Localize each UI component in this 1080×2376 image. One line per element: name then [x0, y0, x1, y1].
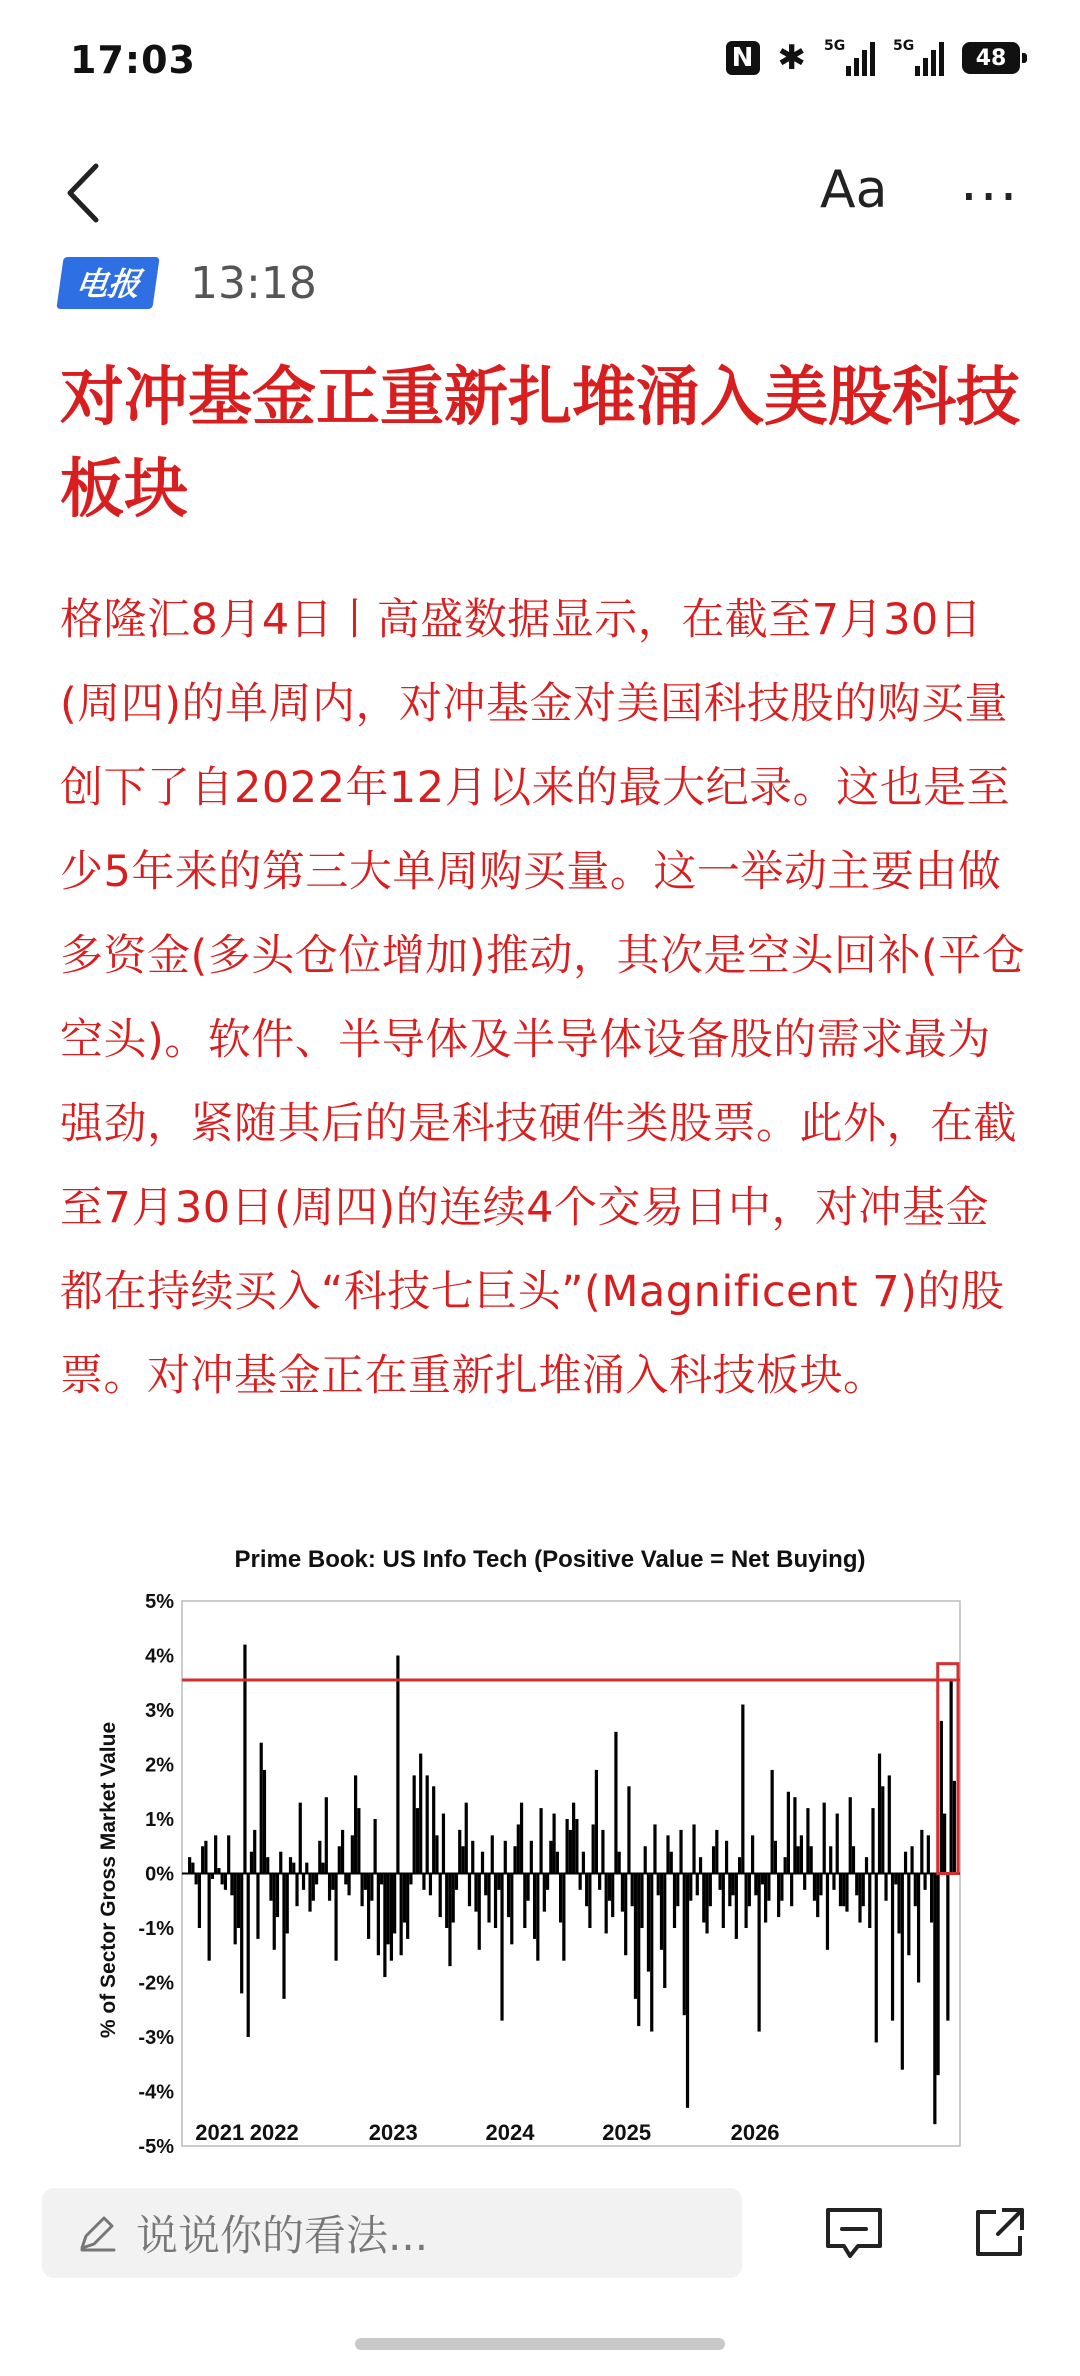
bar — [364, 1874, 367, 1890]
bar — [823, 1803, 826, 1874]
back-arrow-icon[interactable] — [56, 158, 116, 228]
bar — [513, 1846, 516, 1873]
bar — [738, 1857, 741, 1873]
bar — [777, 1874, 780, 1918]
bar — [429, 1874, 432, 1896]
signal-icon-2: 5G — [893, 40, 944, 76]
bar — [914, 1874, 917, 1907]
bar — [712, 1846, 715, 1873]
bar — [419, 1754, 422, 1874]
bar — [891, 1874, 894, 2021]
bar — [810, 1846, 813, 1873]
article-title: 对冲基金正重新扎堆涌入美股科技板块 — [60, 361, 1020, 527]
bar — [413, 1775, 416, 1873]
bar — [536, 1874, 539, 1961]
bar — [494, 1874, 497, 1929]
bar — [588, 1874, 591, 1929]
bar — [468, 1874, 471, 1907]
article-body: 格隆汇8月4日丨高盛数据显示，在截至7月30日(周四)的单周内，对冲基金对美国科技股的购买量创下了自2022年12月以来的最大纪录。这也是至少5年来的第三大单周购买量。这一举动主要由做多资金(多头仓位增加)推动，其次是空头回补(平仓空头)。软件、半导体及半导体设备股的需求最为强劲，紧随其后的是科技硬件类股票。此外，在截至7月30日(周四)的连续4个交易日中，对冲基金都在持续买入“科技七巨头”(Magnificent 7)的股票。对冲基金正在重新扎堆涌入科技板块。 — [60, 595, 1026, 1401]
bar — [754, 1874, 757, 1896]
bar — [383, 1874, 386, 1978]
bar — [940, 1721, 943, 1874]
bar — [679, 1830, 682, 1874]
bar — [797, 1846, 800, 1873]
y-tick-label: 4% — [145, 1645, 174, 1668]
bar — [771, 1770, 774, 1874]
bar — [374, 1819, 377, 1874]
bar — [579, 1874, 582, 1890]
bar — [800, 1835, 803, 1873]
bar — [455, 1874, 458, 1890]
bar — [500, 1874, 503, 2021]
bar — [937, 1874, 940, 2076]
signal-icon: 5G — [824, 40, 875, 76]
y-tick-label: 5% — [145, 1591, 174, 1613]
bar — [530, 1841, 533, 1874]
bar — [871, 1808, 874, 1873]
bar — [826, 1874, 829, 1950]
bottom-bar — [0, 2180, 1080, 2310]
chart-bars — [182, 1645, 960, 2125]
bar — [439, 1874, 442, 1918]
bar — [191, 1863, 194, 1874]
bar — [631, 1874, 634, 1907]
bar — [308, 1874, 311, 1912]
bar — [881, 1786, 884, 1873]
bar — [497, 1874, 500, 1890]
bar — [286, 1874, 289, 1934]
bar — [875, 1874, 878, 2043]
bar — [621, 1874, 624, 1912]
bar — [302, 1874, 305, 1890]
bar — [907, 1874, 910, 1956]
bar — [894, 1874, 897, 1885]
bar — [448, 1874, 451, 1967]
bar — [256, 1874, 259, 1939]
bar — [195, 1874, 198, 1885]
bar — [409, 1874, 412, 1885]
bar — [562, 1874, 565, 1961]
font-size-button[interactable]: Aa — [820, 160, 888, 220]
bar — [474, 1874, 477, 1912]
bar — [253, 1830, 256, 1874]
bar — [546, 1874, 549, 1890]
bar — [917, 1874, 920, 1983]
bar — [868, 1874, 871, 1929]
bar — [367, 1874, 370, 1939]
bar — [836, 1814, 839, 1874]
bar — [299, 1803, 302, 1874]
y-tick-label: -3% — [138, 2027, 174, 2049]
bar — [601, 1830, 604, 1874]
bar — [878, 1754, 881, 1874]
bar — [839, 1874, 842, 1907]
bar — [526, 1874, 529, 1901]
comment-input[interactable] — [42, 2188, 742, 2278]
bar — [767, 1874, 770, 1901]
bar — [731, 1874, 734, 1896]
bar — [188, 1857, 191, 1873]
comment-icon[interactable] — [822, 2202, 886, 2266]
bar — [390, 1874, 393, 1961]
bar — [816, 1874, 819, 1918]
bar — [572, 1803, 575, 1874]
bar — [279, 1852, 282, 1874]
bar — [689, 1874, 692, 1901]
chart-y-ticks — [138, 1591, 174, 2158]
bar — [533, 1874, 536, 1939]
bar — [653, 1824, 656, 1873]
bar — [289, 1857, 292, 1873]
bar — [735, 1874, 738, 1939]
bar — [696, 1874, 699, 1896]
bar — [491, 1835, 494, 1873]
status-bar — [0, 0, 1080, 130]
bar — [930, 1874, 933, 1923]
bar — [380, 1874, 383, 1885]
bar — [901, 1874, 904, 2070]
bar — [507, 1874, 510, 1918]
y-tick-label: -2% — [138, 1972, 174, 1995]
bar — [592, 1824, 595, 1873]
bar — [943, 1814, 946, 1874]
bar — [240, 1874, 243, 1994]
bar — [328, 1874, 331, 1901]
more-icon[interactable]: ··· — [960, 165, 1020, 230]
bar — [676, 1874, 679, 1907]
bar — [566, 1819, 569, 1874]
bar — [845, 1874, 848, 1912]
y-tick-label: 1% — [145, 1809, 174, 1831]
share-icon[interactable] — [970, 2202, 1030, 2262]
bar — [461, 1846, 464, 1873]
bar — [510, 1874, 513, 1945]
bar — [585, 1874, 588, 1907]
bar — [611, 1874, 614, 1918]
bar — [849, 1797, 852, 1873]
bar — [331, 1874, 334, 1890]
bar — [927, 1835, 930, 1873]
bar — [487, 1874, 490, 1923]
bar — [334, 1874, 337, 1961]
bar — [445, 1874, 448, 1929]
home-indicator — [355, 2338, 725, 2350]
bar — [904, 1852, 907, 1874]
bar — [920, 1830, 923, 1874]
chart-x-ticks — [195, 2120, 779, 2145]
bar — [315, 1874, 318, 1885]
bar — [387, 1874, 390, 1945]
battery-icon: 48 — [962, 42, 1020, 74]
bar — [624, 1874, 627, 1956]
bar — [344, 1874, 347, 1885]
bar — [728, 1874, 731, 1907]
nfc-icon: N — [726, 41, 760, 75]
bar — [543, 1874, 546, 1912]
bar — [842, 1874, 845, 1907]
bar — [266, 1857, 269, 1873]
bar — [709, 1874, 712, 1907]
bar — [227, 1835, 230, 1873]
bar — [247, 1874, 250, 2038]
y-tick-label: -4% — [138, 2081, 174, 2104]
bar — [640, 1874, 643, 1929]
bar — [618, 1852, 621, 1874]
bar — [598, 1874, 601, 1890]
bar — [201, 1846, 204, 1873]
bar — [559, 1874, 562, 1923]
bar — [637, 1874, 640, 2027]
bar — [946, 1874, 949, 2021]
chart-title: Prime Book: US Info Tech (Positive Value = Net Buying) — [234, 1546, 866, 1573]
bar — [933, 1874, 936, 2125]
bar — [377, 1874, 380, 1956]
bar — [292, 1863, 295, 1874]
bar — [214, 1835, 217, 1873]
x-tick-label: 2021 — [195, 2120, 245, 2145]
net-buying-chart — [80, 1535, 980, 2175]
status-icons — [726, 40, 1021, 76]
bar — [295, 1874, 298, 1907]
bar — [370, 1874, 373, 1901]
bar — [748, 1874, 751, 1907]
bar — [361, 1874, 364, 1907]
bar — [666, 1835, 669, 1873]
bar — [686, 1874, 689, 2108]
bar — [282, 1874, 285, 1999]
bar — [204, 1841, 207, 1874]
bar — [312, 1874, 315, 1901]
y-tick-label: 3% — [145, 1700, 174, 1722]
x-tick-label: 2025 — [602, 2120, 652, 2145]
bar — [465, 1803, 468, 1874]
bar — [953, 1781, 956, 1874]
bar — [406, 1874, 409, 1939]
bar — [484, 1874, 487, 1896]
bar — [442, 1814, 445, 1874]
bar — [452, 1874, 455, 1923]
bar — [234, 1874, 237, 1945]
pen-icon — [74, 2210, 120, 2256]
bar — [784, 1857, 787, 1873]
bar — [595, 1770, 598, 1874]
bar — [416, 1808, 419, 1873]
bar — [556, 1852, 559, 1874]
bar — [793, 1797, 796, 1873]
bar — [852, 1846, 855, 1873]
bar — [435, 1835, 438, 1873]
bar — [260, 1743, 263, 1874]
bar — [663, 1874, 666, 1988]
bar — [338, 1846, 341, 1873]
bar — [426, 1775, 429, 1873]
bar — [764, 1874, 767, 1923]
bar — [341, 1830, 344, 1874]
bar — [865, 1857, 868, 1873]
bar — [539, 1808, 542, 1873]
bar — [318, 1841, 321, 1874]
bar — [351, 1835, 354, 1873]
bar — [237, 1874, 240, 1929]
bar — [758, 1874, 761, 2032]
bar — [478, 1874, 481, 1950]
bar — [774, 1841, 777, 1874]
bar — [722, 1874, 725, 1929]
bar — [263, 1770, 266, 1874]
bar — [705, 1874, 708, 1934]
bar — [673, 1874, 676, 1929]
bar — [221, 1874, 224, 1885]
bar — [627, 1786, 630, 1873]
bar — [605, 1874, 608, 1934]
bar — [400, 1874, 403, 1956]
bar — [950, 1680, 953, 1873]
bar — [357, 1808, 360, 1873]
bar — [354, 1775, 357, 1873]
bar — [422, 1874, 425, 1890]
bar — [858, 1874, 861, 1923]
bar — [790, 1874, 793, 1907]
bar — [657, 1874, 660, 1896]
bar — [224, 1874, 227, 1890]
bar — [660, 1874, 663, 1950]
bar — [702, 1874, 705, 1923]
bar — [269, 1874, 272, 1901]
telegraph-badge: 电报 — [56, 257, 159, 309]
bar — [855, 1874, 858, 1896]
bar — [481, 1852, 484, 1874]
x-tick-label: 2023 — [368, 2120, 418, 2145]
bar — [634, 1874, 637, 1999]
bar — [761, 1874, 764, 1885]
bar — [321, 1863, 324, 1874]
bar — [208, 1874, 211, 1961]
y-tick-label: -1% — [138, 1918, 174, 1940]
bar — [780, 1874, 783, 1901]
bluetooth-icon: ✱ — [777, 38, 806, 78]
bar — [832, 1874, 835, 1890]
top-nav — [0, 140, 1080, 250]
x-tick-label: 2026 — [730, 2120, 780, 2145]
bar — [806, 1808, 809, 1873]
bar — [608, 1874, 611, 1901]
x-tick-label: 2022 — [249, 2120, 299, 2145]
bar — [396, 1656, 399, 1874]
bar — [699, 1857, 702, 1873]
bar — [520, 1803, 523, 1874]
bar — [432, 1786, 435, 1873]
bar — [553, 1814, 556, 1874]
bar — [803, 1874, 806, 1890]
bar — [813, 1874, 816, 1901]
bar — [347, 1874, 350, 1896]
chart-ylabel: % of Sector Gross Market Value — [97, 1721, 120, 2039]
y-tick-label: -5% — [138, 2136, 174, 2158]
bar — [575, 1819, 578, 1874]
bar — [862, 1874, 865, 1907]
bar — [787, 1792, 790, 1874]
bar — [650, 1874, 653, 2032]
bar — [683, 1874, 686, 2016]
bar — [614, 1732, 617, 1874]
bar — [504, 1841, 507, 1874]
bar — [725, 1841, 728, 1874]
y-tick-label: 0% — [145, 1863, 174, 1886]
article-time: 13:18 — [190, 257, 317, 309]
bar — [517, 1824, 520, 1873]
bar — [305, 1863, 308, 1874]
bar — [276, 1874, 279, 1918]
bar — [884, 1874, 887, 1901]
status-time: 17:03 — [70, 38, 196, 82]
bar — [582, 1852, 585, 1874]
bar — [692, 1824, 695, 1873]
bar — [745, 1874, 748, 1929]
article-meta — [60, 258, 317, 308]
bar — [458, 1830, 461, 1874]
bar — [741, 1705, 744, 1874]
bar — [647, 1874, 650, 1972]
bar — [923, 1874, 926, 1890]
bar — [230, 1874, 233, 1896]
bar — [644, 1846, 647, 1873]
bar — [819, 1874, 822, 1896]
bar — [198, 1874, 201, 1929]
bar — [718, 1874, 721, 1890]
bar — [549, 1841, 552, 1874]
bar — [715, 1830, 718, 1874]
y-tick-label: 2% — [145, 1754, 174, 1777]
bar — [403, 1874, 406, 1923]
bar — [393, 1874, 396, 1934]
bar — [897, 1874, 900, 1934]
bar — [325, 1797, 328, 1873]
bar — [751, 1835, 754, 1873]
bar — [888, 1775, 891, 1873]
comment-placeholder: 说说你的看法... — [136, 2211, 429, 2260]
x-tick-label: 2024 — [485, 2120, 535, 2145]
bar — [471, 1841, 474, 1874]
bar — [569, 1830, 572, 1874]
bar — [523, 1874, 526, 1929]
bar — [910, 1846, 913, 1873]
bar — [670, 1852, 673, 1874]
bar — [250, 1852, 253, 1874]
bar — [273, 1874, 276, 1950]
bar — [829, 1846, 832, 1873]
